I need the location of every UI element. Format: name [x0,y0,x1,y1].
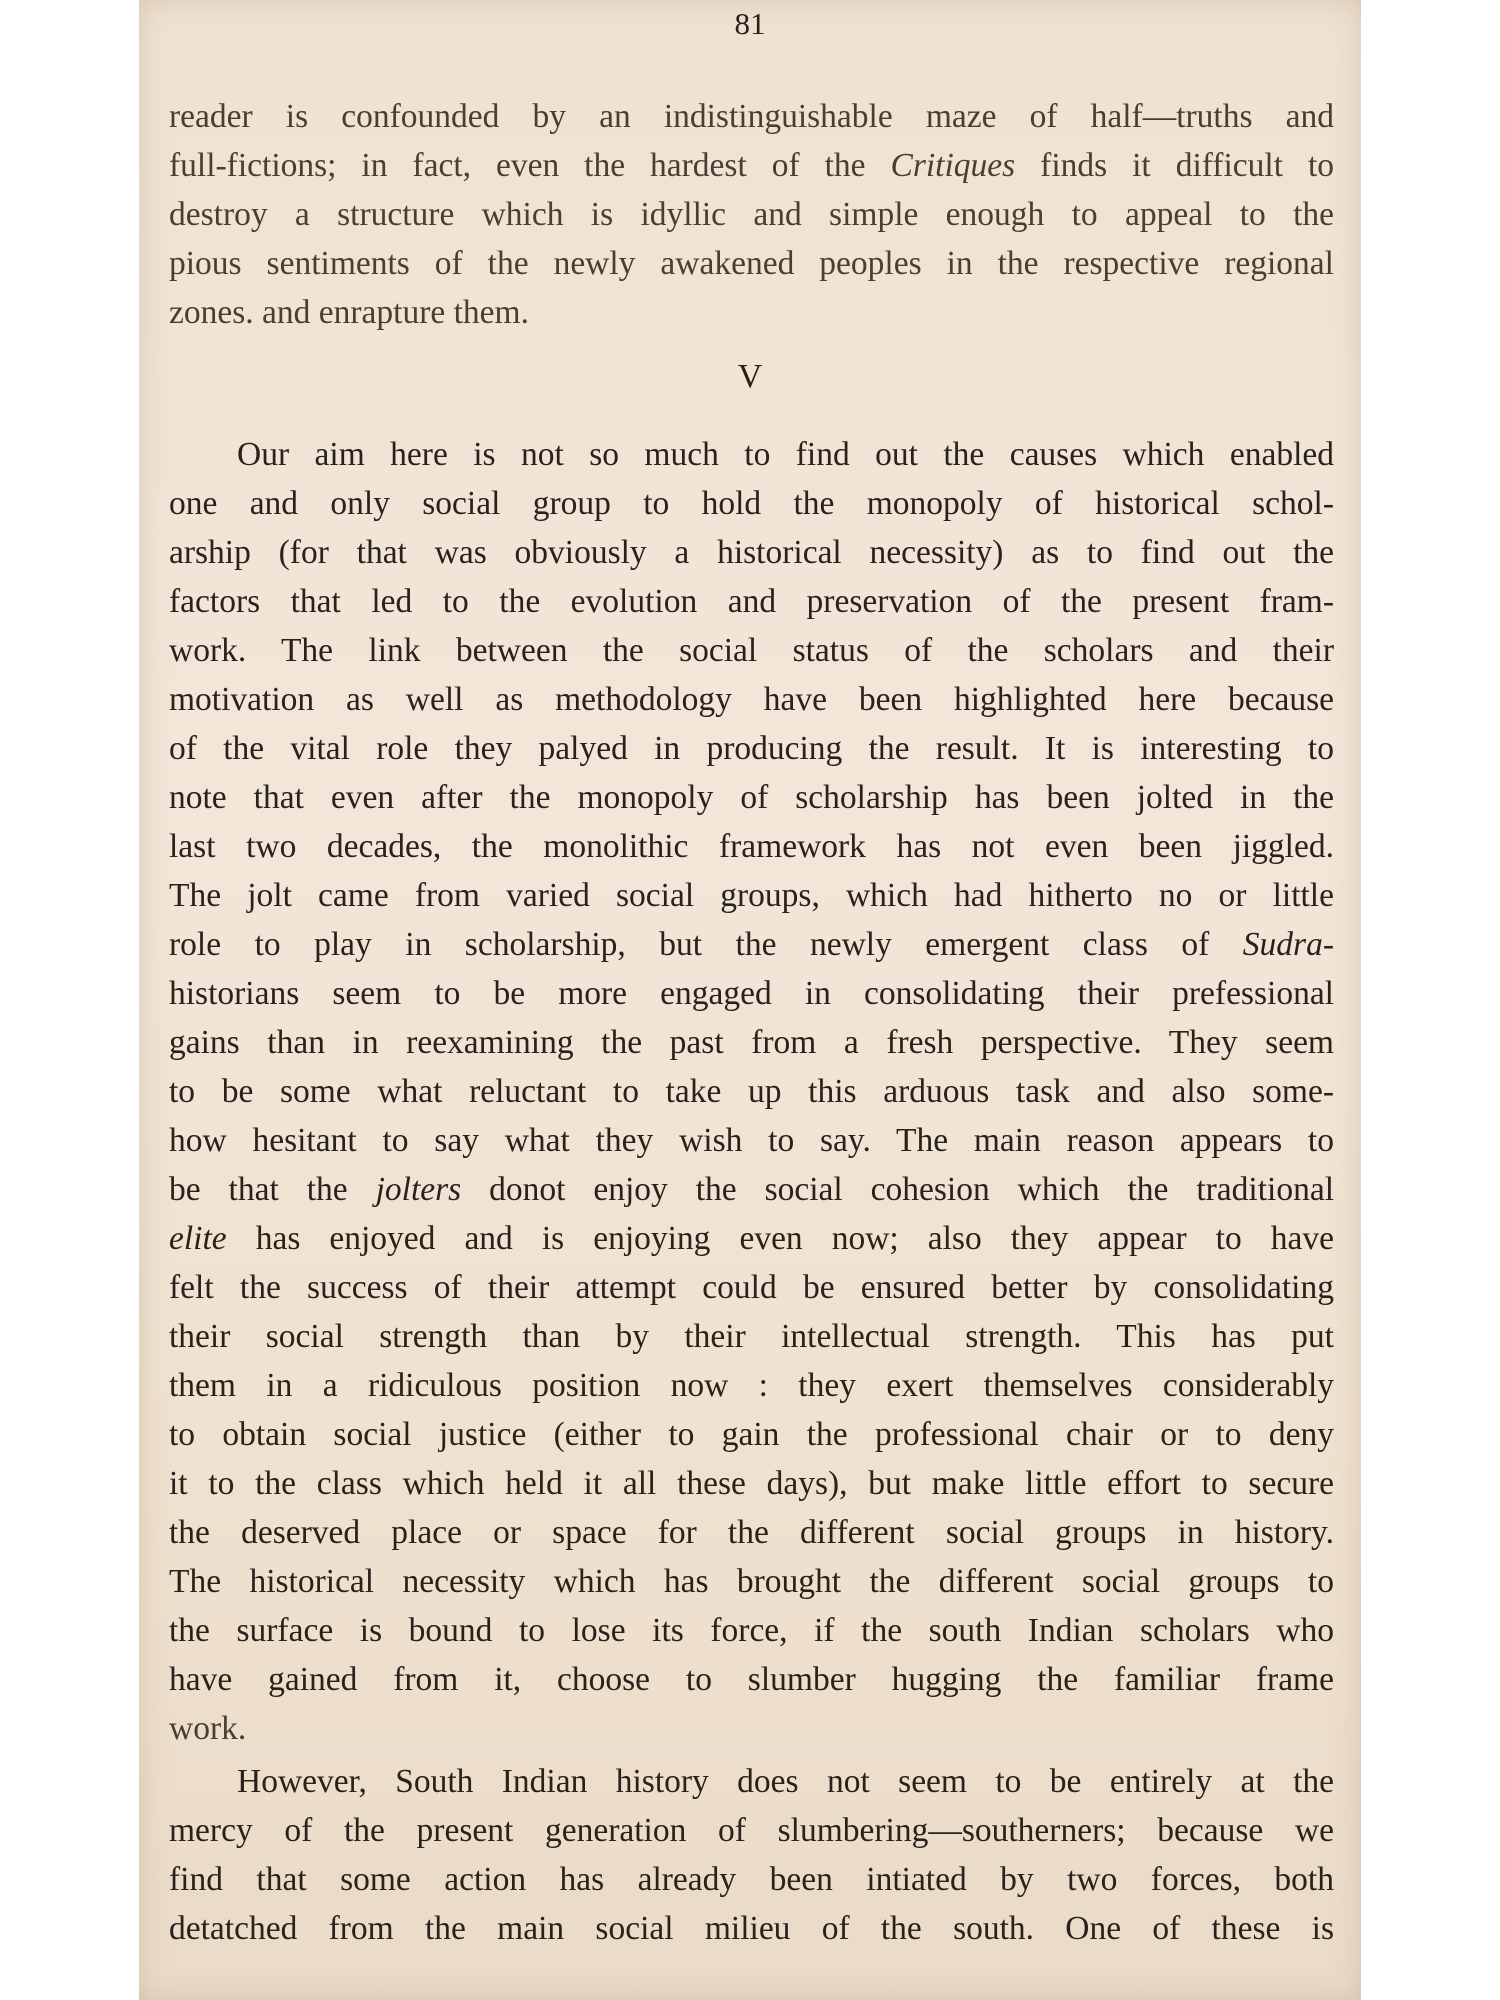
paragraph-1 [169,92,1334,337]
text-line: factors that led to the evolution and preservation of the present fram- [169,583,1334,620]
text-line: historians seem to be more engaged in consolidating their prefessional [169,975,1334,1012]
paragraph-3 [169,1757,1334,1953]
text-source-mirror [0,0,1,1]
text-line: Our aim here is not so much to find out the causes which enabled [237,436,1334,473]
text-line: the deserved place or space for the different social groups in history. [169,1514,1334,1551]
text-line: of the vital role they palyed in producing the result. It is interesting to [169,730,1334,767]
text-line: The jolt came from varied social groups, which had hitherto no or little [169,877,1334,914]
text-line [169,1165,1334,1214]
text-line: last two decades, the monolithic framework has not even been jiggled. [169,828,1334,865]
text-line: gains than in reexamining the past from a fresh perspective. They seem [169,1024,1334,1061]
text-line: pious sentiments of the newly awakened peoples in the respective regional [169,245,1334,282]
text-line [0,0,1,1]
text-line: how hesitant to say what they wish to say. The main reason appears to [169,1122,1334,1159]
text-line: them in a ridiculous position now : they exert themselves considerably [169,1367,1334,1404]
text-line: to be some what reluctant to take up this arduous task and also some- [169,1073,1334,1110]
text-line: destroy a structure which is idyllic and simple enough to appeal to the [169,196,1334,233]
section-heading: V [737,358,763,395]
text-segment: donot enjoy the social cohesion which the traditional [489,1171,1335,1208]
text-line: have gained from it, choose to slumber hugging the familiar frame [169,1661,1334,1698]
text-line [169,1214,1334,1263]
text-segment: finds it difficult to [1040,147,1335,184]
page-number: 81 [734,6,766,41]
text-line: find that some action has already been intiated by two forces, both [169,1861,1334,1898]
paragraph-2 [169,430,1334,1750]
text-line: note that even after the monopoly of scholarship has been jolted in the [169,779,1334,816]
text-line: reader is confounded by an indistinguishable maze of half—truths and [169,98,1334,135]
text-line: one and only social group to hold the monopoly of historical schol- [169,485,1334,522]
book-page [139,0,1361,2000]
text-segment: has enjoyed and is enjoying even now; also they appear to have [255,1220,1335,1257]
text-segment: role to play in scholarship, but the newly emergent class of [169,926,1210,963]
text-line: However, South Indian history does not seem to be entirely at the [237,1763,1334,1800]
text-segment: be that the [169,1171,348,1208]
italic-word: jolters [375,1171,462,1208]
text-line: arship (for that was obviously a historical necessity) as to find out the [169,534,1334,571]
text-line: work. [169,1710,247,1747]
text-line: motivation as well as methodology have been highlighted here because [169,681,1334,718]
text-line: their social strength than by their intellectual strength. This has put [169,1318,1334,1355]
text-line: mercy of the present generation of slumbering—southerners; because we [169,1812,1334,1849]
text-line: detatched from the main social milieu of the south. One of these is [169,1910,1334,1947]
italic-word: Sudra- [1242,926,1334,963]
text-line: felt the success of their attempt could be ensured better by consolidating [169,1269,1334,1306]
text-segment: full-fictions; in fact, even the hardest of the [169,147,866,184]
text-line: the surface is bound to lose its force, if the south Indian scholars who [169,1612,1334,1649]
text-line [169,141,1334,190]
text-line: to obtain social justice (either to gain the professional chair or to deny [169,1416,1334,1453]
italic-word: Critiques [890,147,1016,184]
text-line: zones. and enrapture them. [169,294,529,331]
text-line [169,920,1334,969]
text-line: The historical necessity which has brought the different social groups to [169,1563,1334,1600]
text-line: work. The link between the social status of the scholars and their [169,632,1334,669]
italic-word: elite [169,1220,227,1257]
text-line: it to the class which held it all these days), but make little effort to secure [169,1465,1334,1502]
